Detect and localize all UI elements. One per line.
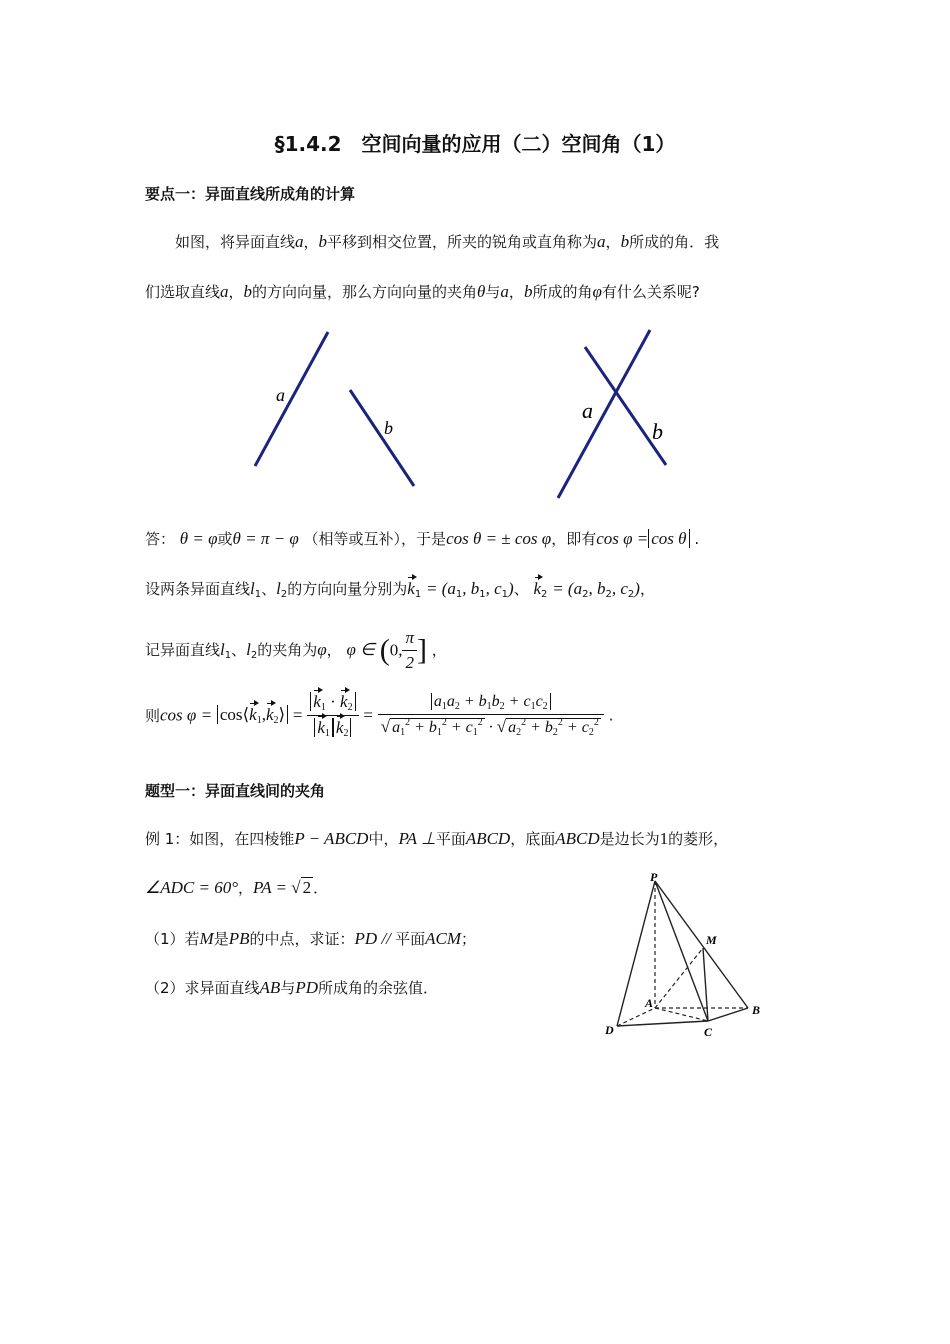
question-1 xyxy=(145,928,476,949)
subscript: 1 xyxy=(414,589,422,600)
math: , c xyxy=(611,579,628,598)
math-l: l xyxy=(276,579,281,598)
math-eq: cos θ = ± cos φ xyxy=(446,529,552,548)
math: φ ∈ xyxy=(346,640,375,659)
text: （相等或互补），于是 xyxy=(303,530,447,548)
close-bracket: ] xyxy=(417,633,427,667)
math: ) xyxy=(634,579,640,598)
math: PA ⊥ xyxy=(398,829,436,848)
fraction-pi-over-2 xyxy=(402,628,417,673)
denominator xyxy=(307,716,358,739)
section-heading-2: 题型一：异面直线间的夹角 xyxy=(145,782,326,800)
vertex-A: A xyxy=(645,996,654,1010)
label-b: b xyxy=(384,418,393,438)
math-eq: θ = φ xyxy=(179,529,218,548)
vertex-M: M xyxy=(706,933,717,947)
edge-AM xyxy=(655,948,703,1008)
text: 设两条异面直线 xyxy=(145,580,251,598)
math-phi: φ xyxy=(592,282,602,301)
math: PB xyxy=(228,929,250,948)
subscript: 1 xyxy=(479,589,486,600)
math: , b xyxy=(462,579,480,598)
text: 所成角的余弦值． xyxy=(318,979,439,997)
vector-k: k xyxy=(249,705,257,724)
text: 如图，将异面直线 xyxy=(175,233,296,251)
math-b: b xyxy=(318,232,328,251)
text: 平移到相交位置，所夹的锐角或直角称为 xyxy=(327,233,598,251)
period: . xyxy=(608,706,614,725)
vector-k: k xyxy=(265,705,274,724)
math: cos φ = xyxy=(160,705,213,725)
math: ACM xyxy=(425,929,462,948)
example-line-2: ∠ADC = 60°，PA = √ 2 ． xyxy=(145,878,329,897)
vector-k: k xyxy=(533,579,542,598)
subscript: 2 xyxy=(273,715,279,726)
label-a: a xyxy=(582,398,593,423)
intro-line-2 xyxy=(145,281,700,302)
equals: = xyxy=(292,705,303,725)
math-l: l xyxy=(250,579,255,598)
text: 有什么关系呢? xyxy=(601,283,700,301)
math: P − ABCD xyxy=(294,829,369,848)
numerator: $a_1a_2 + b_1b_2 + c_1c_2$ xyxy=(378,693,604,715)
math-a: a xyxy=(220,282,229,301)
subscript: 1 xyxy=(254,589,262,600)
pyramid-figure xyxy=(600,868,775,1043)
skew-lines-figure xyxy=(240,320,440,500)
text: ； xyxy=(461,930,477,948)
text: （2）求异面直线 xyxy=(145,979,260,997)
text: 中， xyxy=(368,830,399,848)
math: ABCD xyxy=(465,829,511,848)
answer-line xyxy=(145,528,699,549)
text: 或 xyxy=(217,530,233,548)
subscript: 2 xyxy=(280,589,288,600)
vertex-D: D xyxy=(605,1023,614,1037)
line-b xyxy=(585,347,666,465)
label-a: a xyxy=(276,385,285,405)
text: 、 xyxy=(261,580,277,598)
section-heading-1: 要点一：异面直线所成角的计算 xyxy=(145,185,356,203)
text: 记异面直线 xyxy=(145,641,221,659)
text: . xyxy=(694,530,700,548)
vector-k: k xyxy=(335,718,344,737)
math: PD xyxy=(295,978,319,997)
intro-line-1 xyxy=(175,231,719,252)
math: M xyxy=(199,929,214,948)
text: ， xyxy=(303,233,319,251)
edge-AC xyxy=(655,1008,708,1021)
equals: = xyxy=(363,705,373,725)
text: ，底面 xyxy=(510,830,556,848)
math-zero: 0, xyxy=(389,640,403,660)
example-line-1 xyxy=(145,828,728,849)
text: 、 xyxy=(231,641,247,659)
math-one: 1 xyxy=(659,829,669,848)
numerator: $k_1 \cdot k_2$ xyxy=(307,692,358,716)
line-b xyxy=(350,390,414,486)
text: ，即有 xyxy=(551,530,597,548)
subscript: 2 xyxy=(541,589,548,600)
text: 的菱形， xyxy=(668,830,729,848)
text: 是 xyxy=(213,930,229,948)
math: = (a xyxy=(552,579,583,598)
open-paren: ( xyxy=(379,633,390,667)
label-b: b xyxy=(652,419,663,444)
text: 的方向向量分别为 xyxy=(287,580,408,598)
denominator: √ $a_1^2 + b_1^2 + c_1^2$ · √ $a_2^2 + b_2^2 + c_2^2$ xyxy=(380,717,599,738)
math-abs: cos θ xyxy=(648,529,689,548)
edge-PB xyxy=(655,881,748,1008)
text: 平面 xyxy=(435,830,466,848)
text: 例 1：如图，在四棱锥 xyxy=(145,830,295,848)
math: = (a xyxy=(425,579,456,598)
text: 的夹角为 xyxy=(257,641,318,659)
vertex-B: B xyxy=(752,1003,761,1017)
math-phi: φ xyxy=(317,640,327,659)
math: PA = xyxy=(253,878,292,897)
math-eq: θ = π − φ xyxy=(232,529,299,548)
text: ， xyxy=(639,580,655,598)
text: （1）若 xyxy=(145,930,200,948)
text: 与 xyxy=(485,283,501,301)
math-b: b xyxy=(620,232,630,251)
edge-DC xyxy=(617,1021,708,1026)
vector-k: k xyxy=(317,718,325,737)
math-b: b xyxy=(243,282,253,301)
vector-k: k xyxy=(340,692,348,711)
abs-cos: $\cos⟨k_1,k_2⟩$ xyxy=(217,705,288,724)
angle-def-line xyxy=(145,628,447,673)
math: ABCD xyxy=(555,829,600,848)
page-title: §1.4.2 空间向量的应用（二）空间角（1） xyxy=(274,132,676,156)
fraction-coordinates xyxy=(378,693,604,738)
sqrt-two: 2 xyxy=(302,878,312,897)
math-eq: cos φ = xyxy=(596,529,649,548)
text: 所成的角．我 xyxy=(629,233,720,251)
subscript: 2 xyxy=(343,728,349,739)
line-a xyxy=(558,330,650,498)
vector-k: k xyxy=(313,692,321,711)
math: , b xyxy=(588,579,606,598)
subscript: 1 xyxy=(320,702,326,713)
numerator: π xyxy=(402,628,417,651)
text: ， xyxy=(228,283,244,301)
fraction-dot-over-norms xyxy=(307,692,358,739)
text: 、 xyxy=(513,580,529,598)
text: ， xyxy=(431,641,447,659)
subscript: 1 xyxy=(324,728,330,739)
formula-line xyxy=(145,692,613,739)
text: ， xyxy=(508,283,524,301)
subscript: 1 xyxy=(256,715,262,726)
math-l: l xyxy=(246,640,251,659)
edge-DA xyxy=(617,1008,655,1026)
subscript: 2 xyxy=(347,702,353,713)
subscript: 1 xyxy=(501,589,509,600)
vector-k: k xyxy=(407,579,415,598)
text: 则 xyxy=(145,707,161,725)
setup-line xyxy=(145,578,655,600)
text: 与 xyxy=(280,979,296,997)
math-a: a xyxy=(500,282,509,301)
math-a: a xyxy=(597,232,606,251)
text: 所成的角 xyxy=(532,283,593,301)
math: PD // xyxy=(354,929,396,948)
math-b: b xyxy=(523,282,533,301)
text: 平面 xyxy=(395,930,426,948)
math-a: a xyxy=(295,232,304,251)
text: ． xyxy=(313,879,329,897)
text: ， xyxy=(326,641,342,659)
text: 们选取直线 xyxy=(145,283,221,301)
cos: cos xyxy=(219,705,243,724)
text: 的方向向量，那么方向向量的夹角 xyxy=(252,283,478,301)
denominator: 2 xyxy=(405,653,414,672)
math: AB xyxy=(259,978,281,997)
text: ， xyxy=(605,233,621,251)
math-theta: θ xyxy=(477,282,486,301)
subscript: 1 xyxy=(224,650,232,661)
subscript: 2 xyxy=(605,589,612,600)
subscript: 2 xyxy=(250,650,258,661)
math-l: l xyxy=(220,640,225,659)
vertex-C: C xyxy=(704,1025,713,1039)
edge-CB xyxy=(708,1008,748,1021)
math: , c xyxy=(485,579,502,598)
vertex-P: P xyxy=(650,870,658,884)
math: ) xyxy=(508,579,514,598)
text: ， xyxy=(238,879,254,897)
subscript: 2 xyxy=(582,589,589,600)
subscript: 1 xyxy=(455,589,463,600)
intersecting-lines-figure xyxy=(540,325,690,505)
math: ∠ADC = 60° xyxy=(145,878,239,897)
line-a xyxy=(255,332,328,466)
question-2 xyxy=(145,977,438,998)
text: 的中点，求证： xyxy=(249,930,355,948)
text: 是边长为 xyxy=(599,830,660,848)
subscript: 2 xyxy=(627,589,635,600)
text: 答： xyxy=(145,530,176,548)
